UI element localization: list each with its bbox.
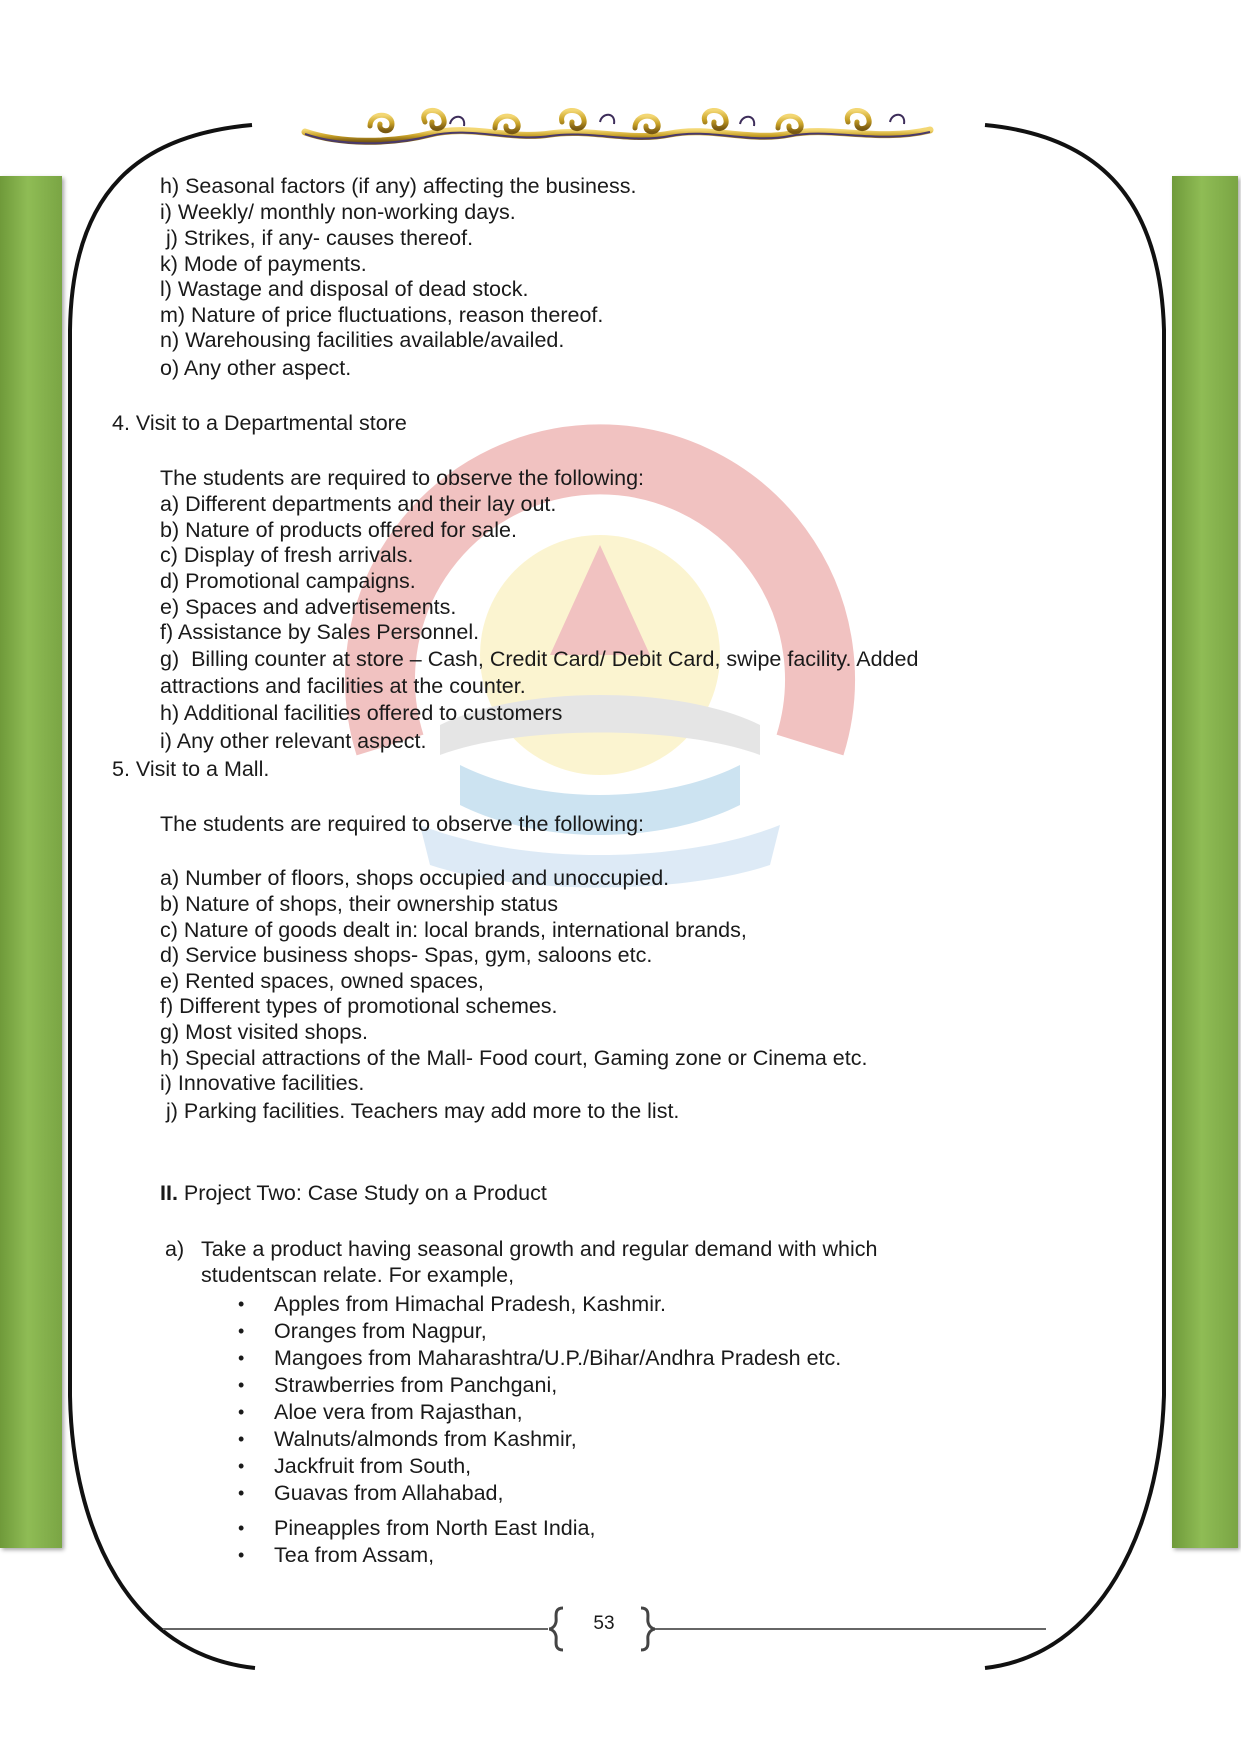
bullet-item: Oranges from Nagpur,	[274, 1319, 487, 1343]
list-item: g) Most visited shops.	[160, 1020, 368, 1044]
list-item: i) Innovative facilities.	[160, 1071, 365, 1095]
list-item: i) Any other relevant aspect.	[160, 729, 427, 753]
project-title: Project Two: Case Study on a Product	[177, 1181, 547, 1205]
bullet-item: Strawberries from Panchgani,	[274, 1373, 558, 1397]
bullet-item: Tea from Assam,	[274, 1543, 435, 1567]
list-item: d) Service business shops- Spas, gym, saloons etc.	[160, 943, 653, 967]
list-item: l) Wastage and disposal of dead stock.	[160, 277, 529, 301]
list-item: a) Different departments and their lay out.	[160, 492, 557, 516]
list-item: b) Nature of products offered for sale.	[160, 518, 517, 542]
bullet-icon: •	[238, 1456, 245, 1476]
list-item: f) Assistance by Sales Personnel.	[160, 620, 480, 644]
list-item: n) Warehousing facilities available/availed.	[160, 328, 565, 352]
list-item: j) Strikes, if any- causes thereof.	[160, 226, 474, 250]
list-item: c) Display of fresh arrivals.	[160, 543, 414, 567]
list-item: f) Different types of promotional schemes.	[160, 994, 558, 1018]
bullet-icon: •	[238, 1429, 245, 1449]
list-item: h) Additional facilities offered to customers	[160, 701, 563, 725]
bullet-icon: •	[238, 1375, 245, 1395]
list-item: e) Spaces and advertisements.	[160, 595, 457, 619]
list-item: b) Nature of shops, their ownership status	[160, 892, 558, 916]
bullet-item: Jackfruit from South,	[274, 1454, 472, 1478]
list-item: h) Seasonal factors (if any) affecting the business.	[160, 174, 637, 198]
list-item: a) Number of floors, shops occupied and unoccupied.	[160, 866, 670, 890]
scroll-ornament	[300, 104, 935, 148]
bullet-item: Pineapples from North East India,	[274, 1516, 596, 1540]
bullet-icon: •	[238, 1545, 245, 1565]
list-item: c) Nature of goods dealt in: local brands, international brands,	[160, 918, 747, 942]
item-a-text: studentscan relate. For example,	[201, 1263, 515, 1287]
bullet-icon: •	[238, 1294, 245, 1314]
bullet-icon: •	[238, 1483, 245, 1503]
list-item: g) Billing counter at store – Cash, Credit Card/ Debit Card, swipe facility. Added	[160, 647, 919, 671]
section-intro: The students are required to observe the following:	[160, 466, 645, 490]
section-heading: 4. Visit to a Departmental store	[112, 411, 407, 435]
bullet-icon: •	[238, 1321, 245, 1341]
bullet-icon: •	[238, 1348, 245, 1368]
bullet-item: Walnuts/almonds from Kashmir,	[274, 1427, 577, 1451]
item-a-text: Take a product having seasonal growth and regular demand with which	[201, 1237, 878, 1261]
project-heading	[160, 1180, 547, 1206]
item-a-label: a)	[165, 1237, 185, 1261]
list-item: h) Special attractions of the Mall- Food court, Gaming zone or Cinema etc.	[160, 1046, 868, 1070]
list-item: e) Rented spaces, owned spaces,	[160, 969, 484, 993]
list-item: j) Parking facilities. Teachers may add more to the list.	[160, 1099, 680, 1123]
list-item: attractions and facilities at the counter.	[160, 674, 526, 698]
list-item: d) Promotional campaigns.	[160, 569, 416, 593]
bullet-icon: •	[238, 1518, 245, 1538]
bullet-item: Guavas from Allahabad,	[274, 1481, 504, 1505]
section-intro: The students are required to observe the following:	[160, 812, 645, 836]
page-number: 53	[593, 1613, 615, 1634]
project-numeral: II.	[160, 1181, 178, 1205]
bullet-icon: •	[238, 1402, 245, 1422]
list-item: m) Nature of price fluctuations, reason thereof.	[160, 303, 604, 327]
list-item: o) Any other aspect.	[160, 356, 352, 380]
section-heading: 5. Visit to a Mall.	[112, 757, 270, 781]
bullet-item: Mangoes from Maharashtra/U.P./Bihar/Andhra Pradesh etc.	[274, 1346, 842, 1370]
list-item: k) Mode of payments.	[160, 252, 367, 276]
bullet-item: Apples from Himachal Pradesh, Kashmir.	[274, 1292, 666, 1316]
bullet-item: Aloe vera from Rajasthan,	[274, 1400, 523, 1424]
list-item: i) Weekly/ monthly non-working days.	[160, 200, 516, 224]
